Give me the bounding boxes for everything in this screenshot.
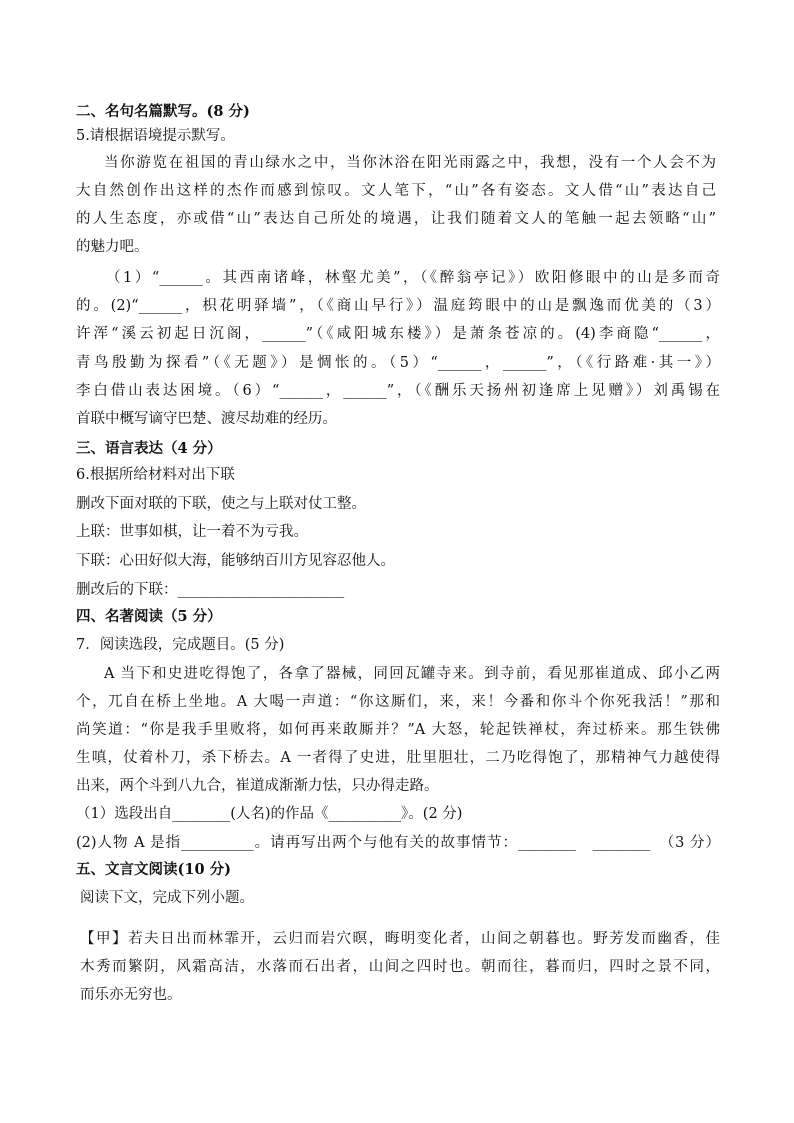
jia-line-2: 木秀而繁阴，风霜高洁，水落而石出者，山间之四时也。朝而往，暮而归，四时之景不同， <box>80 959 720 975</box>
intro-line-2: 大自然创作出这样的杰作而感到惊叹。文人笔下，“山”各有姿态。文人借“山”表达自己 <box>76 183 716 199</box>
intro-line-3: 的人生态度，亦或借“山”表达自己所处的境遇，让我们随着文人的笔触一起去领略“山” <box>76 211 716 227</box>
question-5-title: 5.请根据语境提示默写。 <box>76 128 235 144</box>
lower-couplet: 下联：心田好似大海，能够纳百川方见容忍他人。 <box>76 553 395 569</box>
question-6-instruction: 删改下面对联的下联，使之与上联对仗工整。 <box>76 496 366 512</box>
jia-line-1: 【甲】若夫日出而林霏开，云归而岩穴暝，晦明变化者，山间之朝暮也。野芳发而幽香，佳 <box>80 931 720 947</box>
passage-line-3: 尚笑道：“你是我手里败将，如何再来敢厮并？”A 大怒，轮起铁禅杖，奔过桥来。那生铁佛 <box>76 722 720 738</box>
section-2-heading: 二、名句名篇默写。(8 分) <box>76 103 250 120</box>
jia-line-3: 而乐亦无穷也。 <box>80 987 182 1003</box>
section-5-instruction: 阅读下文，完成下列小题。 <box>80 890 254 906</box>
upper-couplet: 上联：世事如棋，让一着不为亏我。 <box>76 524 308 540</box>
intro-line-1: 当你游览在祖国的青山绿水之中，当你沐浴在阳光雨露之中，我想，没有一个人会不为 <box>104 155 716 171</box>
blank-fill-line-3: 许浑“溪云初起日沉阁，______”（《咸阳城东楼》）是萧条苍凉的。(4)李商隐“______， <box>76 326 720 342</box>
blank-fill-line-5: 李白借山表达困境。（6）“______，______”，（《酬乐天扬州初逢席上见赠》）刘禹锡在 <box>76 383 720 399</box>
passage-line-2: 个，兀自在桥上坐地。A 大喝一声道：“你这厮们，来，来！今番和你斗个你死我活！”那和 <box>76 694 720 710</box>
passage-line-1: A 当下和史进吃得饱了，各拿了器械，同回瓦罐寺来。到寺前，看见那崔道成、邱小乙两 <box>104 666 720 682</box>
passage-line-5: 出来，两个斗到八九合，崔道成渐渐力怯，只办得走路。 <box>76 778 439 794</box>
section-4-heading: 四、名著阅读（5 分） <box>76 608 222 625</box>
section-5-heading: 五、文言文阅读(10 分) <box>76 861 231 878</box>
question-7-title: 7．阅读选段，完成题目。(5 分) <box>76 637 285 653</box>
question-6-title: 6.根据所给材料对出下联 <box>76 467 235 483</box>
blank-fill-line-2: 的。(2)“______，枳花明驿墙”，（《商山早行》）温庭筠眼中的山是飘逸而优美的（3） <box>76 298 720 314</box>
section-3-heading: 三、语言表达（4 分） <box>76 440 222 457</box>
blank-fill-line-1: （1）“______。其西南诸峰，林壑尤美”，（《醉翁亭记》）欧阳修眼中的山是多而奇 <box>106 270 720 286</box>
intro-line-4: 的魅力吧。 <box>76 239 149 255</box>
question-7-part-2: (2)人物 A 是指__________。请再写出两个与他有关的故事情节：________ ________ （3 分） <box>76 835 720 851</box>
blank-fill-line-4: 青鸟殷勤为探看”（《无题》）是惆怅的。（5）“______，______”，（《行路难·其一》） <box>76 355 720 371</box>
blank-fill-line-6: 首联中概写谪守巴楚、渡尽劫难的经历。 <box>76 411 337 427</box>
passage-line-4: 生嗔，仗着朴刀，杀下桥去。A 一者得了史进，肚里胆壮，二乃吃得饱了，那精神气力越使得 <box>76 750 720 766</box>
question-7-part-1: （1）选段出自________(人名)的作品《__________》。(2 分) <box>76 806 463 822</box>
revised-couplet-answer-line: 删改后的下联：_______________________ <box>76 582 345 598</box>
